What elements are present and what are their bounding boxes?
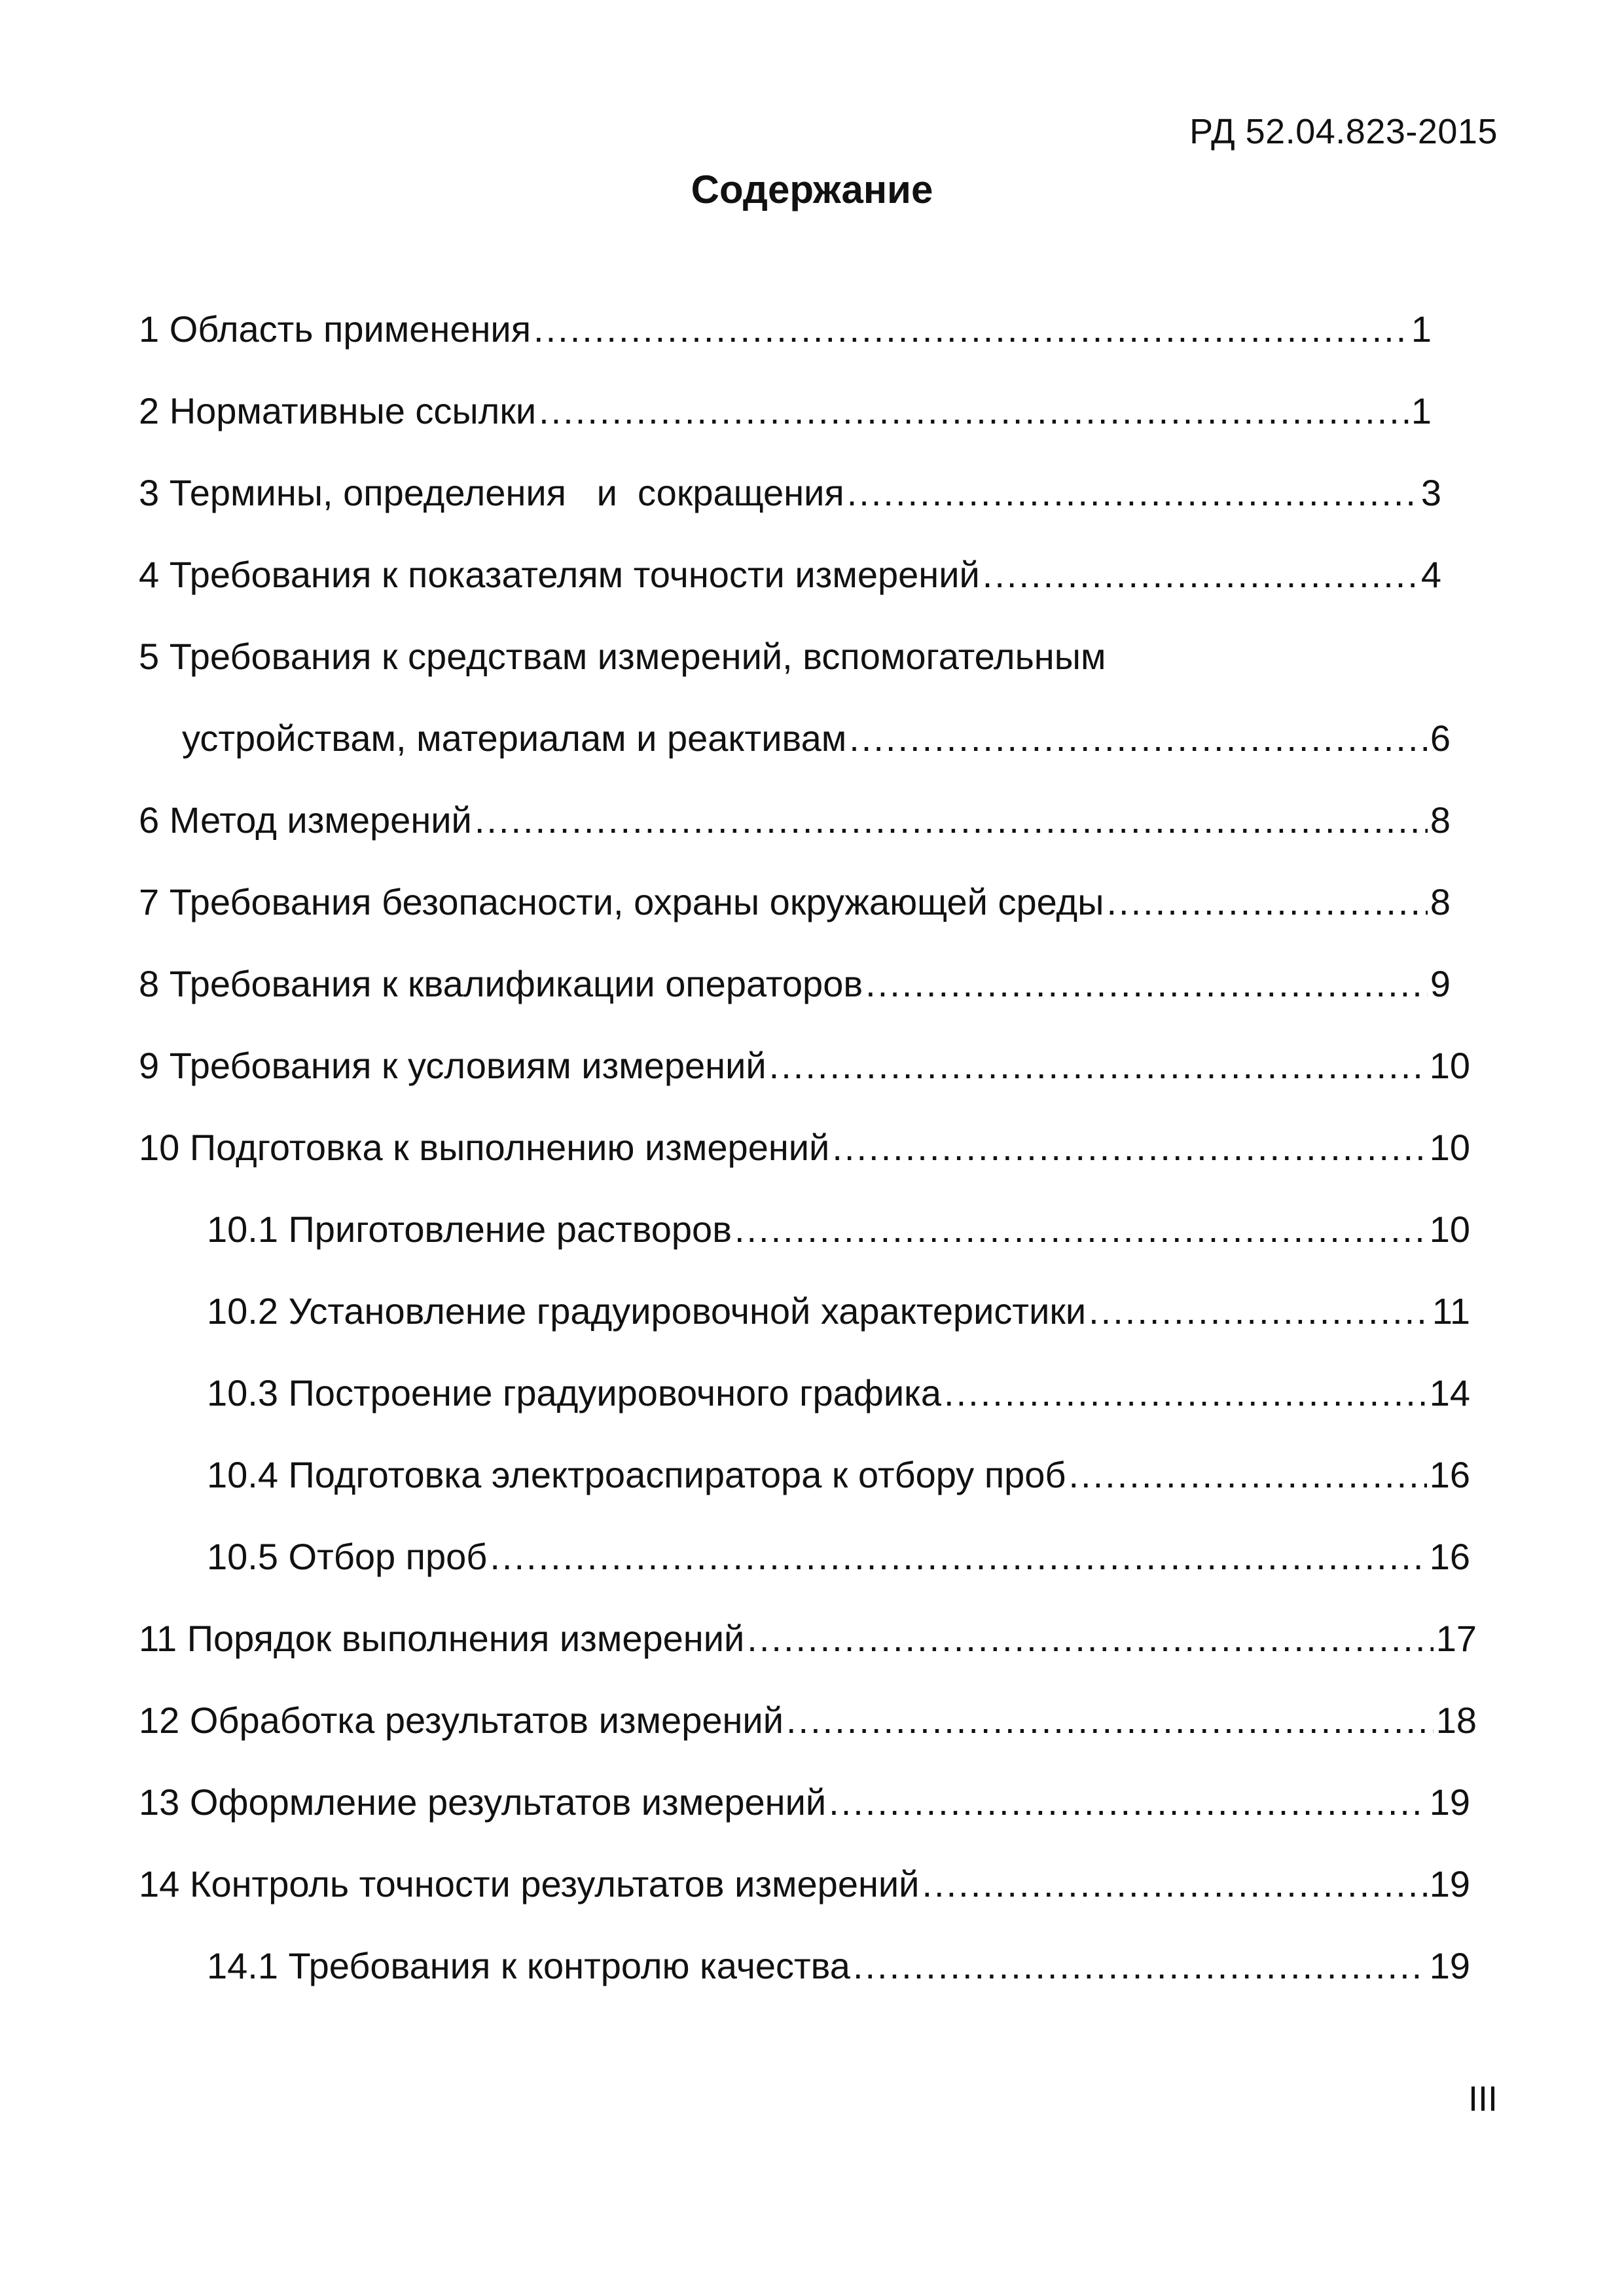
toc-entry-11[interactable] bbox=[139, 1616, 1477, 1662]
toc-page-number: 6 bbox=[1430, 718, 1451, 759]
dot-leader bbox=[490, 1534, 1426, 1580]
dot-leader bbox=[983, 552, 1418, 598]
toc-entry-7[interactable] bbox=[139, 879, 1451, 925]
toc-entry-label: 1 Область применения bbox=[139, 308, 532, 350]
toc-entry-label: 5 Требования к средствам измерений, вспомогательным bbox=[139, 636, 1106, 677]
toc-entry-label: 2 Нормативные ссылки bbox=[139, 390, 537, 431]
toc-entry-10[interactable] bbox=[139, 1125, 1470, 1171]
dot-leader bbox=[832, 1125, 1426, 1171]
toc-entry-10-5[interactable] bbox=[207, 1534, 1470, 1580]
toc-entry-label: 12 Обработка результатов измерений bbox=[139, 1700, 784, 1741]
dot-leader bbox=[847, 470, 1418, 516]
toc-entry-1[interactable] bbox=[139, 306, 1432, 352]
dot-leader bbox=[849, 716, 1428, 761]
dot-leader bbox=[1106, 879, 1427, 925]
toc-entry-12[interactable] bbox=[139, 1698, 1477, 1743]
dot-leader bbox=[829, 1779, 1427, 1825]
dot-leader bbox=[922, 1861, 1426, 1907]
toc-page-number: 10 bbox=[1429, 1209, 1470, 1250]
toc-entry-4[interactable] bbox=[139, 552, 1441, 598]
toc-page-number: 3 bbox=[1420, 472, 1441, 513]
toc-entry-label: 10 Подготовка к выполнению измерений bbox=[139, 1127, 830, 1168]
dot-leader bbox=[865, 961, 1428, 1007]
dot-leader bbox=[853, 1943, 1427, 1989]
toc-entry-label: 10.3 Построение градуировочного графика bbox=[207, 1372, 942, 1413]
toc-page-number: 8 bbox=[1430, 799, 1451, 841]
dot-leader bbox=[1069, 1452, 1427, 1498]
toc-entry-label: 11 Порядок выполнения измерений bbox=[139, 1618, 745, 1659]
toc-entry-label: 3 Термины, определения и сокращения bbox=[139, 472, 844, 513]
toc-entry-label: 6 Метод измерений bbox=[139, 799, 472, 841]
toc-entry-label: устройствам, материалам и реактивам bbox=[182, 718, 847, 759]
toc-page-number: 8 bbox=[1430, 881, 1451, 922]
dot-leader bbox=[475, 797, 1428, 843]
toc-entry-14[interactable] bbox=[139, 1861, 1470, 1907]
dot-leader bbox=[769, 1043, 1427, 1089]
toc-entry-8[interactable] bbox=[139, 961, 1451, 1007]
toc-entry-label: 10.5 Отбор проб bbox=[207, 1536, 488, 1577]
toc-page-number: 4 bbox=[1420, 554, 1441, 595]
dot-leader bbox=[786, 1698, 1434, 1743]
toc-entry-6[interactable] bbox=[139, 797, 1451, 843]
toc-page-number: 10 bbox=[1429, 1127, 1470, 1168]
toc-entry-label: 14.1 Требования к контролю качества bbox=[207, 1945, 850, 1986]
page-number-roman: III bbox=[1468, 2079, 1498, 2119]
toc-page-number: 1 bbox=[1411, 308, 1432, 350]
toc-entry-10-1[interactable] bbox=[207, 1207, 1470, 1252]
toc-entry-label: 9 Требования к условиям измерений bbox=[139, 1045, 767, 1086]
toc-entry-label: 10.2 Установление градуировочной характеристики bbox=[207, 1290, 1087, 1332]
toc-page-number: 16 bbox=[1429, 1536, 1470, 1577]
toc-page-number: 10 bbox=[1429, 1045, 1470, 1086]
dot-leader bbox=[533, 306, 1409, 352]
toc-entry-5[interactable] bbox=[139, 634, 1106, 680]
toc-entry-label: 4 Требования к показателям точности измерений bbox=[139, 554, 980, 595]
toc-page-number: 16 bbox=[1429, 1454, 1470, 1495]
toc-entry-label: 10.1 Приготовление растворов bbox=[207, 1209, 732, 1250]
toc-entry-9[interactable] bbox=[139, 1043, 1470, 1089]
toc-entry-10-3[interactable] bbox=[207, 1370, 1470, 1416]
dot-leader bbox=[747, 1616, 1433, 1662]
toc-entry-5-continued[interactable] bbox=[182, 716, 1451, 761]
dot-leader bbox=[944, 1370, 1427, 1416]
toc-page-number: 14 bbox=[1429, 1372, 1470, 1413]
toc-page-number: 1 bbox=[1411, 390, 1432, 431]
toc-page-number: 19 bbox=[1429, 1781, 1470, 1823]
toc-entry-13[interactable] bbox=[139, 1779, 1470, 1825]
dot-leader bbox=[1089, 1288, 1430, 1334]
toc-entry-label: 10.4 Подготовка электроаспиратора к отбору проб bbox=[207, 1454, 1066, 1495]
toc-entry-label: 14 Контроль точности результатов измерений bbox=[139, 1863, 920, 1904]
toc-entry-label: 7 Требования безопасности, охраны окружающей среды bbox=[139, 881, 1104, 922]
toc-entry-label: 13 Оформление результатов измерений bbox=[139, 1781, 827, 1823]
toc-page-number: 9 bbox=[1430, 963, 1451, 1004]
toc-entry-10-2[interactable] bbox=[207, 1288, 1470, 1334]
toc-entry-label: 8 Требования к квалификации операторов bbox=[139, 963, 863, 1004]
toc-page-number: 18 bbox=[1435, 1700, 1477, 1741]
page-title: Содержание bbox=[691, 168, 933, 211]
toc-page-number: 19 bbox=[1429, 1863, 1470, 1904]
toc-entry-14-1[interactable] bbox=[207, 1943, 1470, 1989]
toc-entry-10-4[interactable] bbox=[207, 1452, 1470, 1498]
toc-page-number: 19 bbox=[1429, 1945, 1470, 1986]
toc-entry-2[interactable] bbox=[139, 388, 1432, 434]
toc-page-number: 11 bbox=[1432, 1290, 1470, 1332]
document-code: РД 52.04.823-2015 bbox=[1189, 112, 1498, 151]
toc-page-number: 17 bbox=[1435, 1618, 1477, 1659]
toc-entry-3[interactable] bbox=[139, 470, 1441, 516]
dot-leader bbox=[539, 388, 1409, 434]
dot-leader bbox=[734, 1207, 1427, 1252]
